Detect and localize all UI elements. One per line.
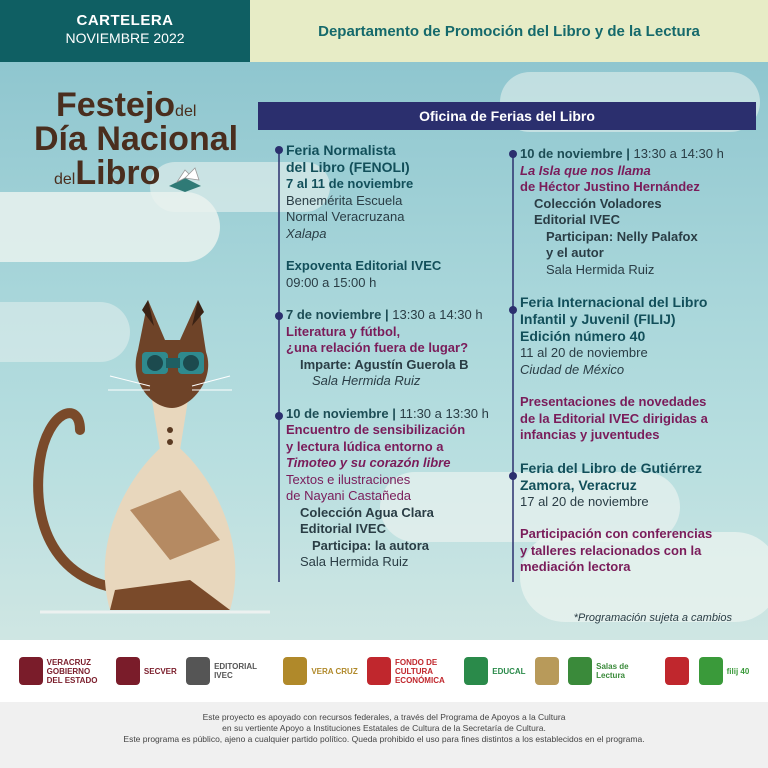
event-title: y lectura lúdica entorno a	[286, 438, 444, 454]
logo-text: Salas de Lectura	[596, 662, 629, 680]
filij-description: de la Editorial IVEC dirigidas a	[520, 410, 708, 426]
event-collection: Colección Voladores	[534, 195, 662, 211]
fenoli-title: Feria Normalista	[286, 142, 396, 158]
footer-line: Este programa es público, ajeno a cualquier partido político. Queda prohibido el uso para fines distintos a los establecidos en el programa.	[123, 734, 645, 744]
filij-description: infancias y juventudes	[520, 427, 660, 442]
event-publisher: Editorial IVEC	[300, 521, 386, 536]
gutierrez-zamora-title: Zamora, Veracruz	[520, 476, 637, 493]
event-subtitle: Textos e ilustraciones	[286, 471, 411, 487]
benemerita-mark-icon	[665, 657, 689, 685]
gutierrez-zamora-title: Feria del Libro de Gutiérrez	[520, 459, 703, 476]
page-title	[34, 88, 274, 194]
logo-text: EDITORIAL IVEC	[214, 662, 257, 680]
book-icon	[165, 166, 205, 194]
gutierrez-zamora-description: Participación con conferencias	[520, 526, 713, 541]
event-time: 11:30 a 13:30 h	[395, 405, 489, 421]
fenoli-place: Benemérita Escuela	[286, 192, 403, 208]
schedule-note: *Programación sujeta a cambios	[573, 612, 732, 624]
title-del-1: del	[175, 103, 197, 120]
filij-mark-icon	[699, 657, 723, 685]
event-title: ¿una relación fuera de lugar?	[286, 340, 469, 355]
events-column-right	[520, 146, 760, 576]
veracruz-gobierno-logo	[19, 657, 107, 685]
event-participant: y el autor	[546, 245, 604, 260]
event-time: 13:30 a 14:30 h	[388, 307, 483, 322]
sponsor-logos	[0, 640, 768, 702]
fondo-cultura-mark-icon	[367, 657, 391, 685]
event-participant: Participa: la autora	[312, 537, 430, 553]
vera-cruz-logo	[283, 657, 357, 685]
logo-text: SECVER	[143, 666, 177, 676]
cartelera-box	[0, 0, 250, 62]
department-label: Departamento de Promoción del Libro y de la Lectura	[250, 0, 768, 62]
timeline-dot	[275, 146, 283, 154]
salas-lectura-mark-icon	[568, 657, 592, 685]
title-libro: Libro	[75, 154, 161, 192]
vera-cruz-mark-icon	[283, 657, 307, 685]
fenoli-dates: 7 al 11 de noviembre	[286, 176, 414, 191]
cartelera-label: CARTELERA	[76, 12, 174, 29]
footer-line: Este proyecto es apoyado con recursos federales, a través del Programa de Apoyos a la Cultura	[202, 712, 566, 722]
secretaria-cultura-mark-icon	[535, 657, 559, 685]
event-date: 10 de noviembre |	[286, 405, 396, 421]
logo-text: filij 40	[726, 666, 750, 676]
fenoli-city: Xalapa	[286, 225, 327, 241]
header	[0, 0, 768, 62]
filij-logo	[699, 657, 750, 685]
fenoli-place: Normal Veracruzana	[286, 209, 405, 224]
section-banner: Oficina de Ferias del Libro	[258, 102, 756, 130]
filij-city: Ciudad de México	[520, 361, 625, 377]
filij-description: Presentaciones de novedades	[520, 394, 707, 409]
secver-logo	[116, 657, 177, 685]
filij-title: Infantil y Juvenil (FILIJ)	[520, 311, 676, 327]
educal-logo	[464, 657, 525, 685]
month-label: NOVIEMBRE 2022	[65, 30, 185, 46]
event-title: de Héctor Justino Hernández	[520, 179, 700, 194]
event-title: La Isla que nos llama	[520, 162, 651, 178]
event-subtitle: de Nayani Castañeda	[286, 488, 412, 503]
events-column-left	[286, 142, 516, 571]
title-festejo: Festejo	[56, 86, 176, 124]
secretaria-cultura-logo	[535, 657, 559, 685]
logo-text: EDUCAL	[492, 666, 526, 676]
fenoli-title: del Libro (FENOLI)	[286, 159, 410, 175]
filij-title: Feria Internacional del Libro	[520, 294, 708, 310]
secver-mark-icon	[116, 657, 140, 685]
footer-line: en su vertiente Apoyo a Instituciones Estatales de Cultura de la Secretaría de Cultura.	[222, 723, 546, 733]
event-date: 7 de noviembre |	[286, 307, 389, 322]
timeline-dot	[275, 312, 283, 320]
fondo-cultura-logo	[367, 657, 455, 685]
expo-time: 09:00 a 15:00 h	[286, 274, 377, 290]
salas-lectura-logo	[568, 657, 656, 685]
event-participant: Participan: Nelly Palafox	[546, 228, 698, 244]
gutierrez-zamora-dates: 17 al 20 de noviembre	[520, 493, 649, 509]
gutierrez-zamora-description: y talleres relacionados con la	[520, 542, 702, 558]
editorial-ivec-mark-icon	[186, 657, 210, 685]
editorial-ivec-logo	[186, 657, 274, 685]
filij-title: Edición número 40	[520, 328, 646, 344]
event-time: 13:30 a 14:30 h	[629, 146, 724, 161]
title-del-2: del	[54, 171, 76, 188]
event-publisher: Editorial IVEC	[534, 212, 620, 227]
event-collection: Colección Agua Clara	[300, 504, 434, 520]
expo-title: Expoventa Editorial IVEC	[286, 258, 442, 273]
event-speaker: Imparte: Agustín Guerola B	[300, 356, 469, 372]
event-room: Sala Hermida Ruiz	[300, 554, 409, 569]
logo-text: VERACRUZ GOBIERNO DEL ESTADO	[46, 657, 98, 685]
cat-illustration	[20, 290, 270, 620]
logo-text: VERA CRUZ	[311, 666, 358, 676]
gutierrez-zamora-description: mediación lectora	[520, 559, 631, 574]
event-date: 10 de noviembre |	[520, 146, 630, 161]
event-room: Sala Hermida Ruiz	[546, 261, 655, 277]
filij-dates: 11 al 20 de noviembre	[520, 345, 648, 360]
event-title: Timoteo y su corazón libre	[286, 455, 451, 470]
logo-text: FONDO DE CULTURA ECONÓMICA	[394, 657, 445, 685]
event-room: Sala Hermida Ruiz	[312, 373, 421, 388]
event-title: Literatura y fútbol,	[286, 323, 401, 339]
title-dia-nacional: Día Nacional	[34, 120, 239, 158]
event-title: Encuentro de sensibilización	[286, 422, 466, 437]
timeline-left	[278, 150, 280, 582]
footer	[0, 702, 768, 768]
benemerita-logo	[665, 657, 689, 685]
educal-mark-icon	[464, 657, 488, 685]
veracruz-gobierno-mark-icon	[19, 657, 43, 685]
timeline-dot	[275, 412, 283, 420]
